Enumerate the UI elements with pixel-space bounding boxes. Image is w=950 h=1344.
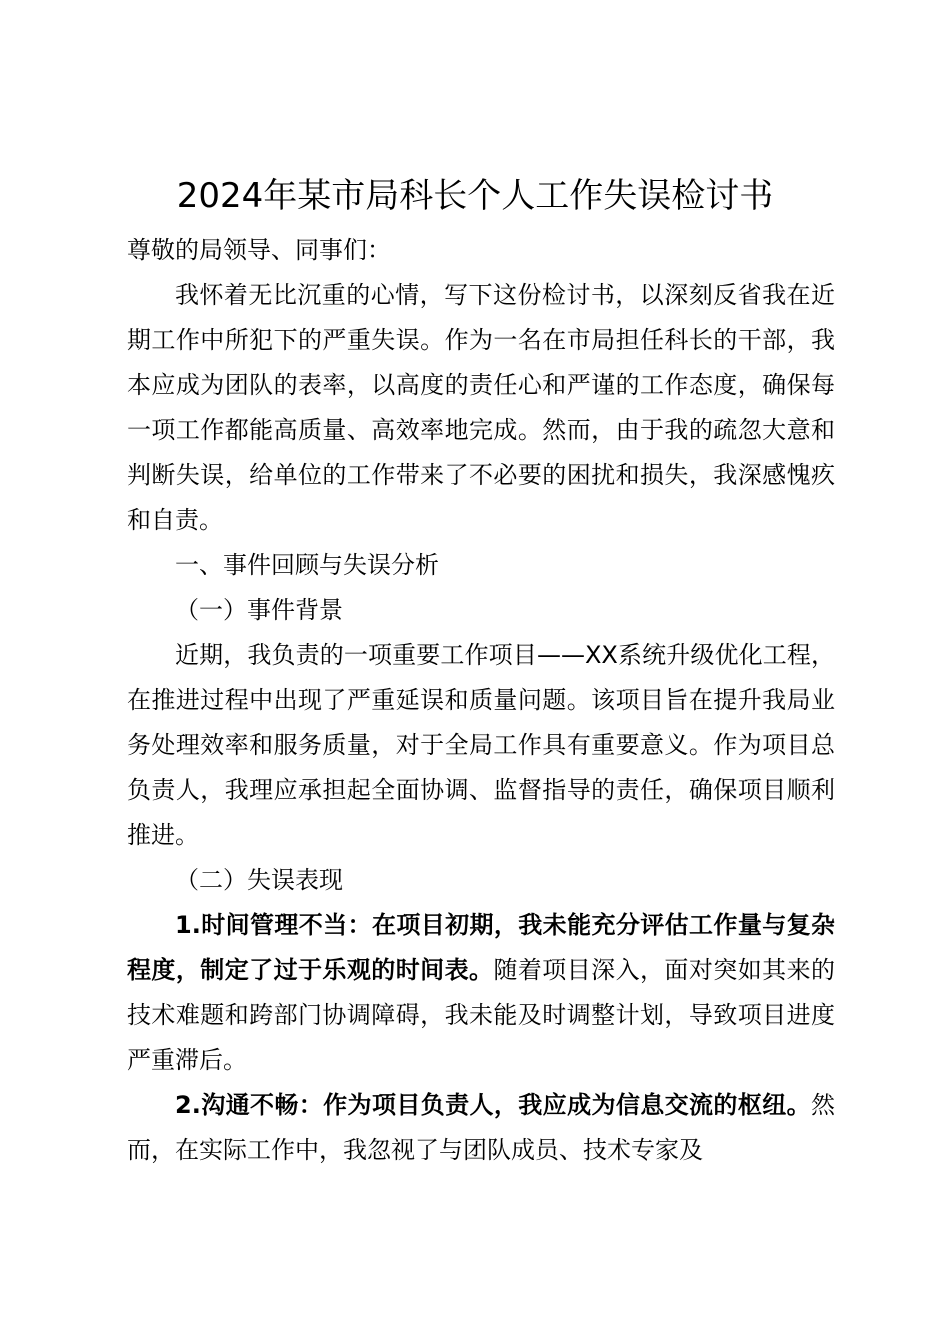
point-1-text: 随着项目深入，面对突如其来的技术难题和跨部门协调障碍，我未能及时调整计划，导致项目进度严重滞后。 [127, 956, 836, 1074]
document-title: 2024年某市局科长个人工作失误检讨书 [176, 176, 774, 216]
background-paragraph: 近期，我负责的一项重要工作项目——XX系统升级优化工程，在推进过程中出现了严重延误和质量问题。该项目旨在提升我局业务处理效率和服务质量，对于全局工作具有重要意义。作为项目总负责人，我理应承担起全面协调、监督指导的责任，确保项目顺利推进。 [127, 641, 835, 849]
point-2-paragraph [127, 1083, 835, 1173]
section-heading-1: 一、事件回顾与失误分析 [175, 551, 439, 579]
subsection-heading-2: （二）失误表现 [175, 866, 343, 894]
intro-paragraph: 我怀着无比沉重的心情，写下这份检讨书，以深刻反省我在近期工作中所犯下的严重失误。作为一名在市局担任科长的干部，我本应成为团队的表率，以高度的责任心和严谨的工作态度，确保每一项工作都能高质量、高效率地完成。然而，由于我的疏忽大意和判断失误，给单位的工作带来了不必要的困扰和损失，我深感愧疚和自责。 [127, 281, 835, 534]
point-2-bold-lead: 2.沟通不畅：作为项目负责人，我应成为信息交流的枢纽。 [175, 1091, 811, 1119]
point-1-paragraph [127, 903, 835, 1083]
salutation: 尊敬的局领导、同事们： [127, 236, 391, 264]
point-1-bold-lead: 1.时间管理不当：在项目初期，我未能充分评估工作量与复杂程度，制定了过于乐观的时间表。 [127, 911, 835, 984]
subsection-heading-1: （一）事件背景 [175, 596, 343, 624]
point-2-text: 然而，在实际工作中，我忽视了与团队成员、技术专家及 [127, 1091, 835, 1164]
document-body [127, 228, 835, 1173]
